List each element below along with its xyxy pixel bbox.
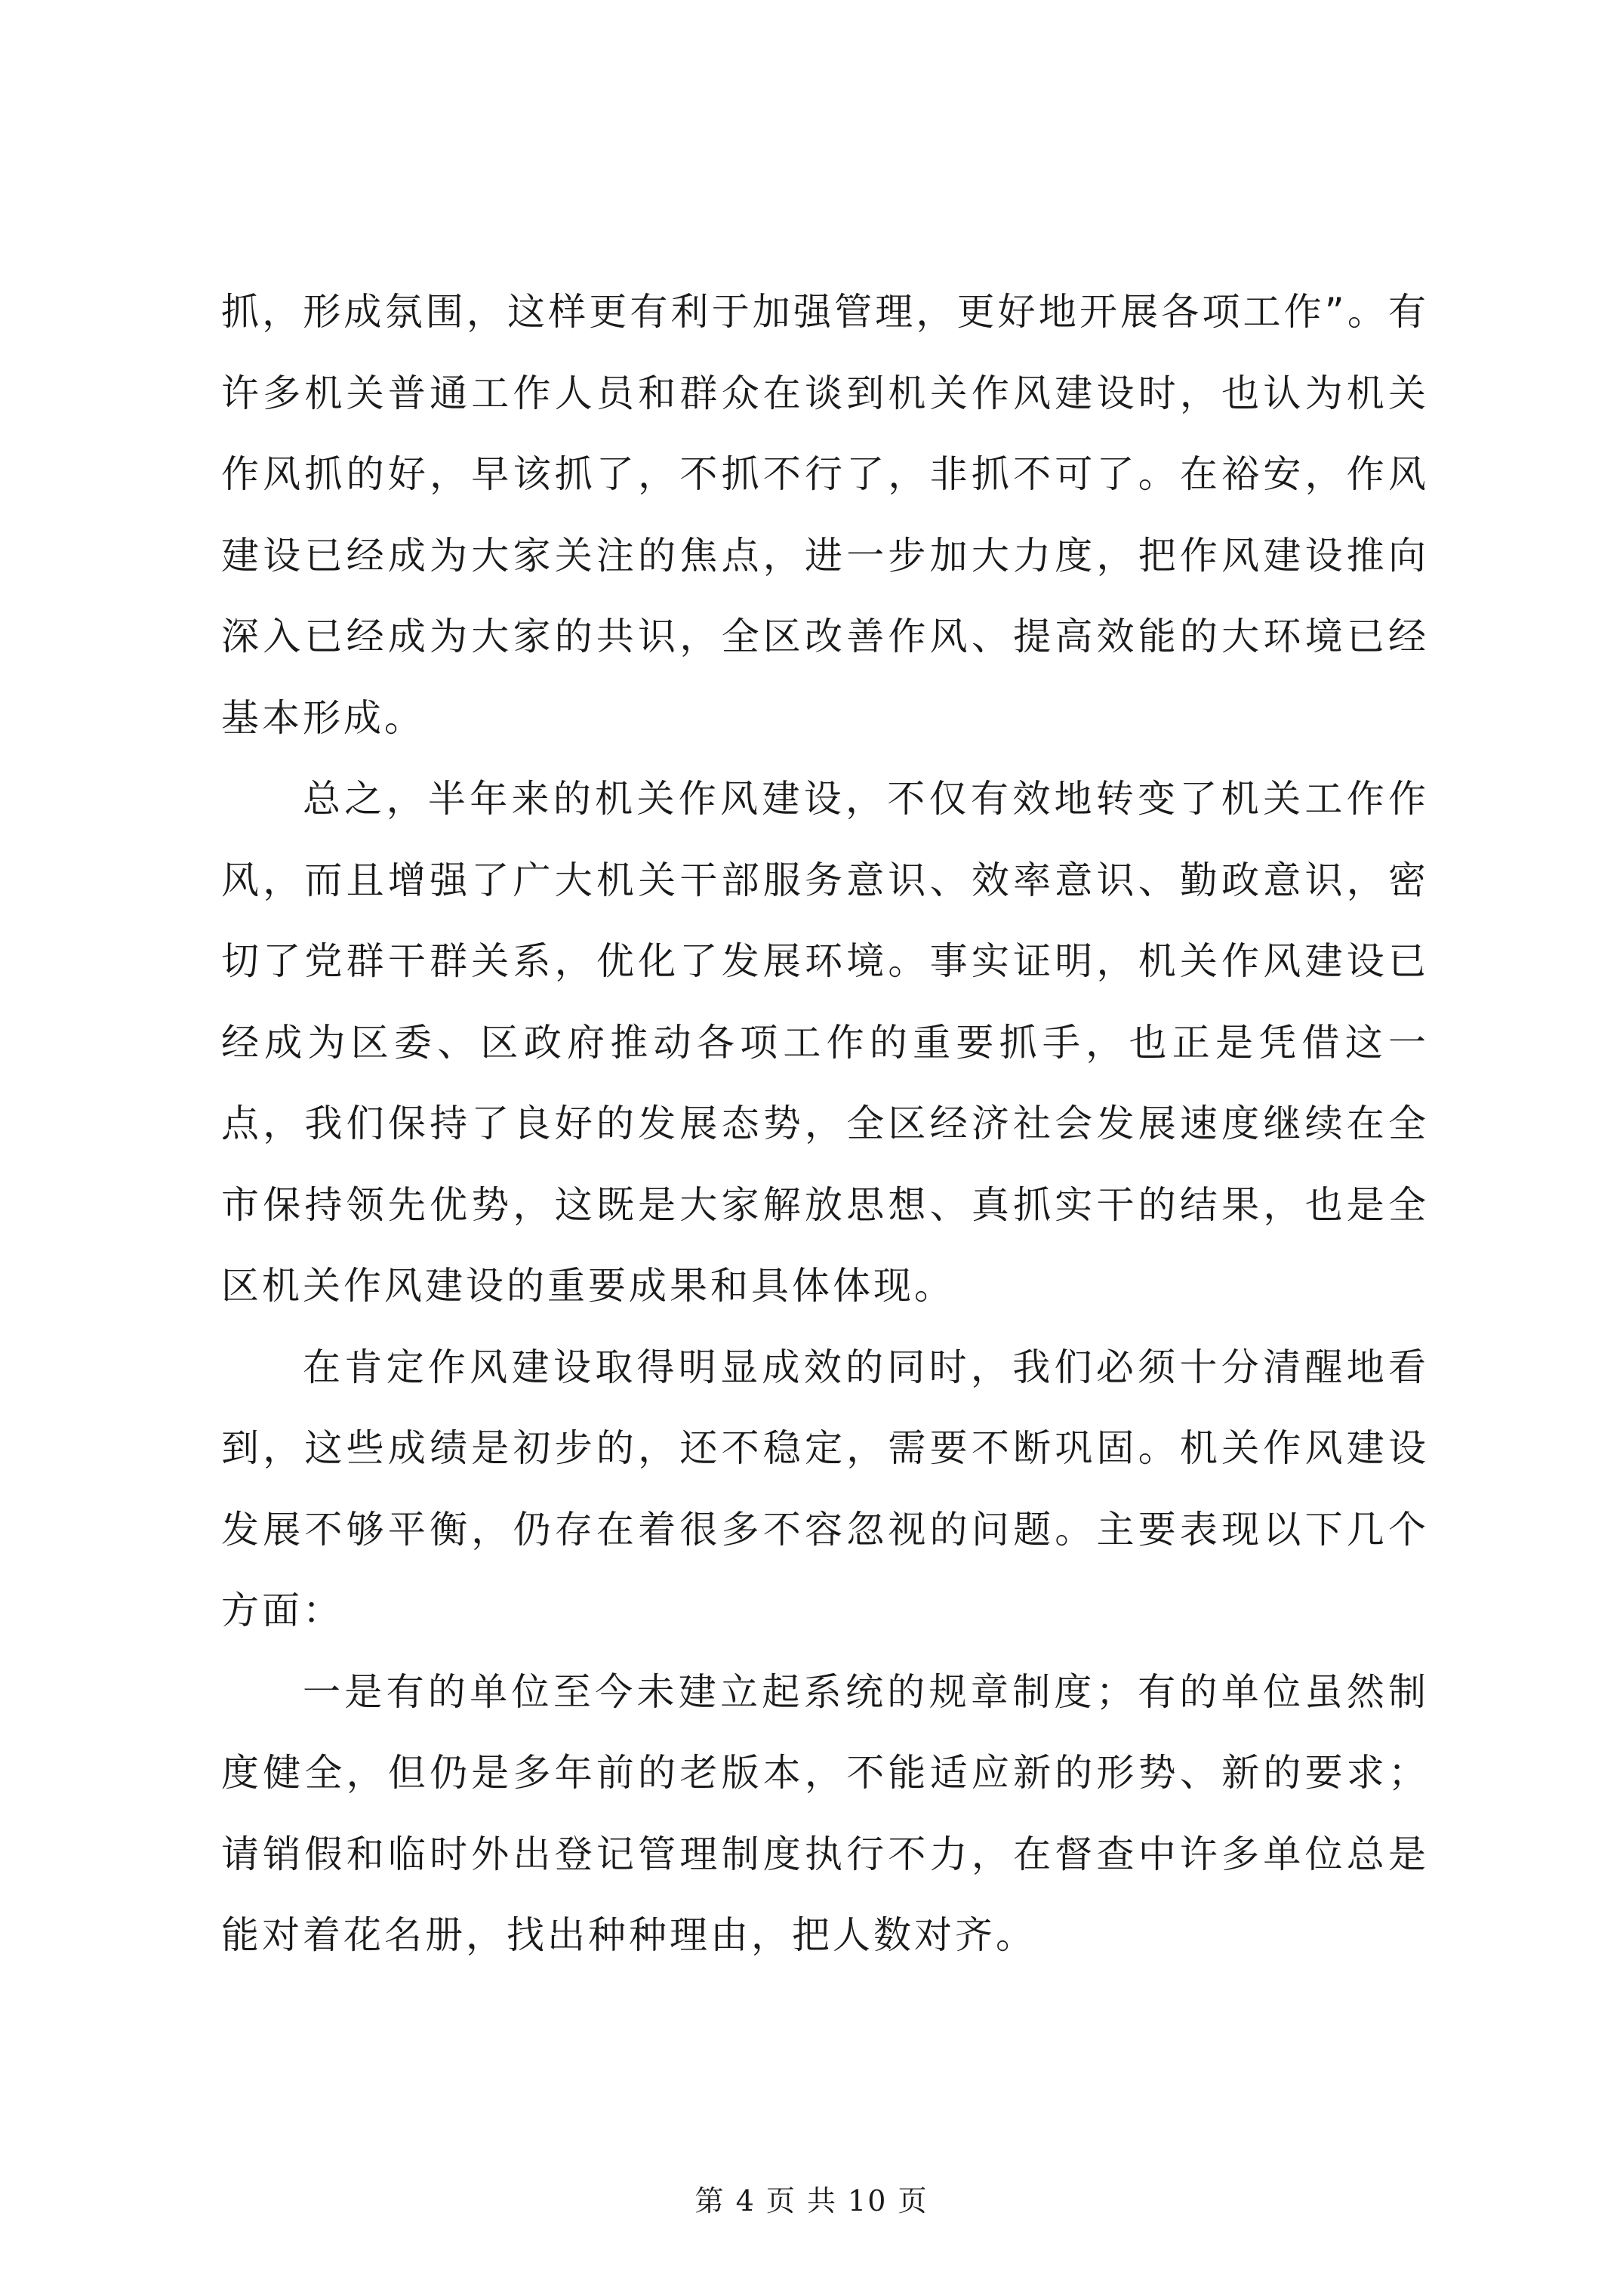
paragraph-1: 抓，形成氛围，这样更有利于加强管理，更好地开展各项工作”。有许多机关普通工作人员和群众在谈到机关作风建设时，也认为机关作风抓的好，早该抓了，不抓不行了，非抓不可了。在裕安，作风建设已经成为大家关注的焦点，进一步加大力度，把作风建设推向深入已经成为大家的共识，全区改善作风、提高效能的大环境已经基本形成。 [221,290,1429,740]
paragraph-4: 一是有的单位至今未建立起系统的规章制度；有的单位虽然制度健全，但仍是多年前的老版本，不能适应新的形势、新的要求；请销假和临时外出登记管理制度执行不力，在督查中许多单位总是能对着花名册，找出种种理由，把人数对齐。 [221,1669,1429,1957]
document-body [221,272,1429,1977]
paragraph-2: 总之，半年来的机关作风建设，不仅有效地转变了机关工作作风，而且增强了广大机关干部服务意识、效率意识、勤政意识，密切了党群干群关系，优化了发展环境。事实证明，机关作风建设已经成为区委、区政府推动各项工作的重要抓手，也正是凭借这一点，我们保持了良好的发展态势，全区经济社会发展速度继续在全市保持领先优势，这既是大家解放思想、真抓实干的结果，也是全区机关作风建设的重要成果和具体体现。 [221,777,1429,1308]
page-footer [0,2182,1623,2220]
page-number-label: 第 4 页 共 10 页 [694,2184,929,2217]
paragraph-3: 在肯定作风建设取得明显成效的同时，我们必须十分清醒地看到，这些成绩是初步的，还不稳定，需要不断巩固。机关作风建设发展不够平衡，仍存在着很多不容忽视的问题。主要表现以下几个方面： [221,1345,1429,1632]
